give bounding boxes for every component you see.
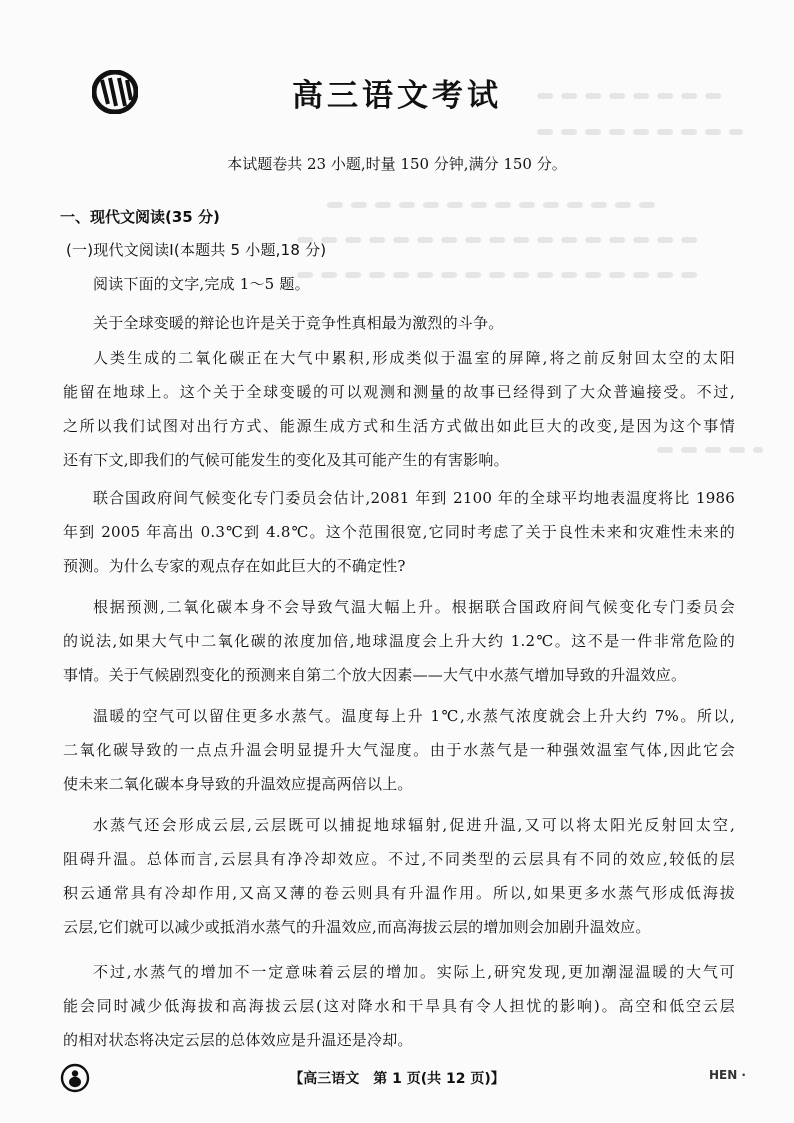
paragraph-line: 水蒸气还会形成云层,云层既可以捕捉地球辐射,促进升温,又可以将太阳光反射回太空, xyxy=(93,816,735,834)
paragraph-line: 年到 2005 年高出 0.3℃到 4.8℃。这个范围很宽,它同时考虑了关于良性未来和灾难性未来的 xyxy=(63,523,735,541)
paragraph-line: 二氧化碳导致的一点点升温会明显提升大气湿度。由于水蒸气是一种强效温室气体,因此它会 xyxy=(63,741,735,759)
paragraph-line: 预测。为什么专家的观点存在如此巨大的不确定性? xyxy=(63,557,406,575)
footer-code: HEN · xyxy=(708,1068,746,1082)
page-title: 高三语文考试 xyxy=(292,78,502,114)
paragraph-line: 事情。关于气候剧烈变化的预测来自第二个放大因素——大气中水蒸气增加导致的升温效应。 xyxy=(63,666,687,684)
paragraph-line: 的相对状态将决定云层的总体效应是升温还是冷却。 xyxy=(63,1031,413,1049)
paragraph-line: 不过,水蒸气的增加不一定意味着云层的增加。实际上,研究发现,更加潮湿温暖的大气可 xyxy=(93,963,735,981)
paragraph-line: 温暖的空气可以留住更多水蒸气。温度每上升 1℃,水蒸气浓度就会上升大约 7%。所以, xyxy=(93,707,735,725)
subsection-heading: (一)现代文阅读Ⅰ(本题共 5 小题,18 分) xyxy=(66,241,327,259)
paragraph-line: 能会同时减少低海拔和高海拔云层(这对降水和干旱具有令人担忧的影响)。高空和低空云层 xyxy=(63,997,735,1015)
paragraph-line: 积云通常具有冷却作用,又高又薄的卷云则具有升温作用。所以,如果更多水蒸气形成低海拔 xyxy=(63,884,735,902)
paragraph-line: 的说法,如果大气中二氧化碳的浓度加倍,地球温度会上升大约 1.2℃。这不是一件非常危险的 xyxy=(63,632,735,650)
paragraph-line: 阻碍升温。总体而言,云层具有净冷却效应。不过,不同类型的云层具有不同的效应,较低的层 xyxy=(63,850,735,868)
paragraph-line: 云层,它们就可以减少或抵消水蒸气的升温效应,而高海拔云层的增加则会加剧升温效应。 xyxy=(63,918,651,936)
section-heading: 一、现代文阅读(35 分) xyxy=(60,208,220,226)
page-footer: 【高三语文 第 1 页(共 12 页)】 xyxy=(289,1071,505,1087)
paragraph-line: 使未来二氧化碳本身导致的升温效应提高两倍以上。 xyxy=(63,775,413,793)
paragraph-line: 根据预测,二氧化碳本身不会导致气温大幅上升。根据联合国政府间气候变化专门委员会 xyxy=(93,598,735,616)
paragraph-line: 还有下文,即我们的气候可能发生的变化及其可能产生的有害影响。 xyxy=(63,451,509,469)
paragraph-line: 人类生成的二氧化碳正在大气中累积,形成类似于温室的屏障,将之前反射回太空的太阳 xyxy=(93,349,735,367)
reading-instruction: 阅读下面的文字,完成 1～5 题。 xyxy=(93,275,310,293)
exam-info: 本试题卷共 23 小题,时量 150 分钟,满分 150 分。 xyxy=(227,155,567,173)
paragraph-line: 关于全球变暖的辩论也许是关于竞争性真相最为激烈的斗争。 xyxy=(93,314,504,332)
paragraph-line: 能留在地球上。这个关于全球变暖的可以观测和测量的故事已经得到了大众普遍接受。不过, xyxy=(63,383,735,401)
paragraph-line: 之所以我们试图对出行方式、能源生成方式和生活方式做出如此巨大的改变,是因为这个事情 xyxy=(63,417,735,435)
paragraph-line: 联合国政府间气候变化专门委员会估计,2081 年到 2100 年的全球平均地表温度将比 1986 xyxy=(93,489,735,507)
